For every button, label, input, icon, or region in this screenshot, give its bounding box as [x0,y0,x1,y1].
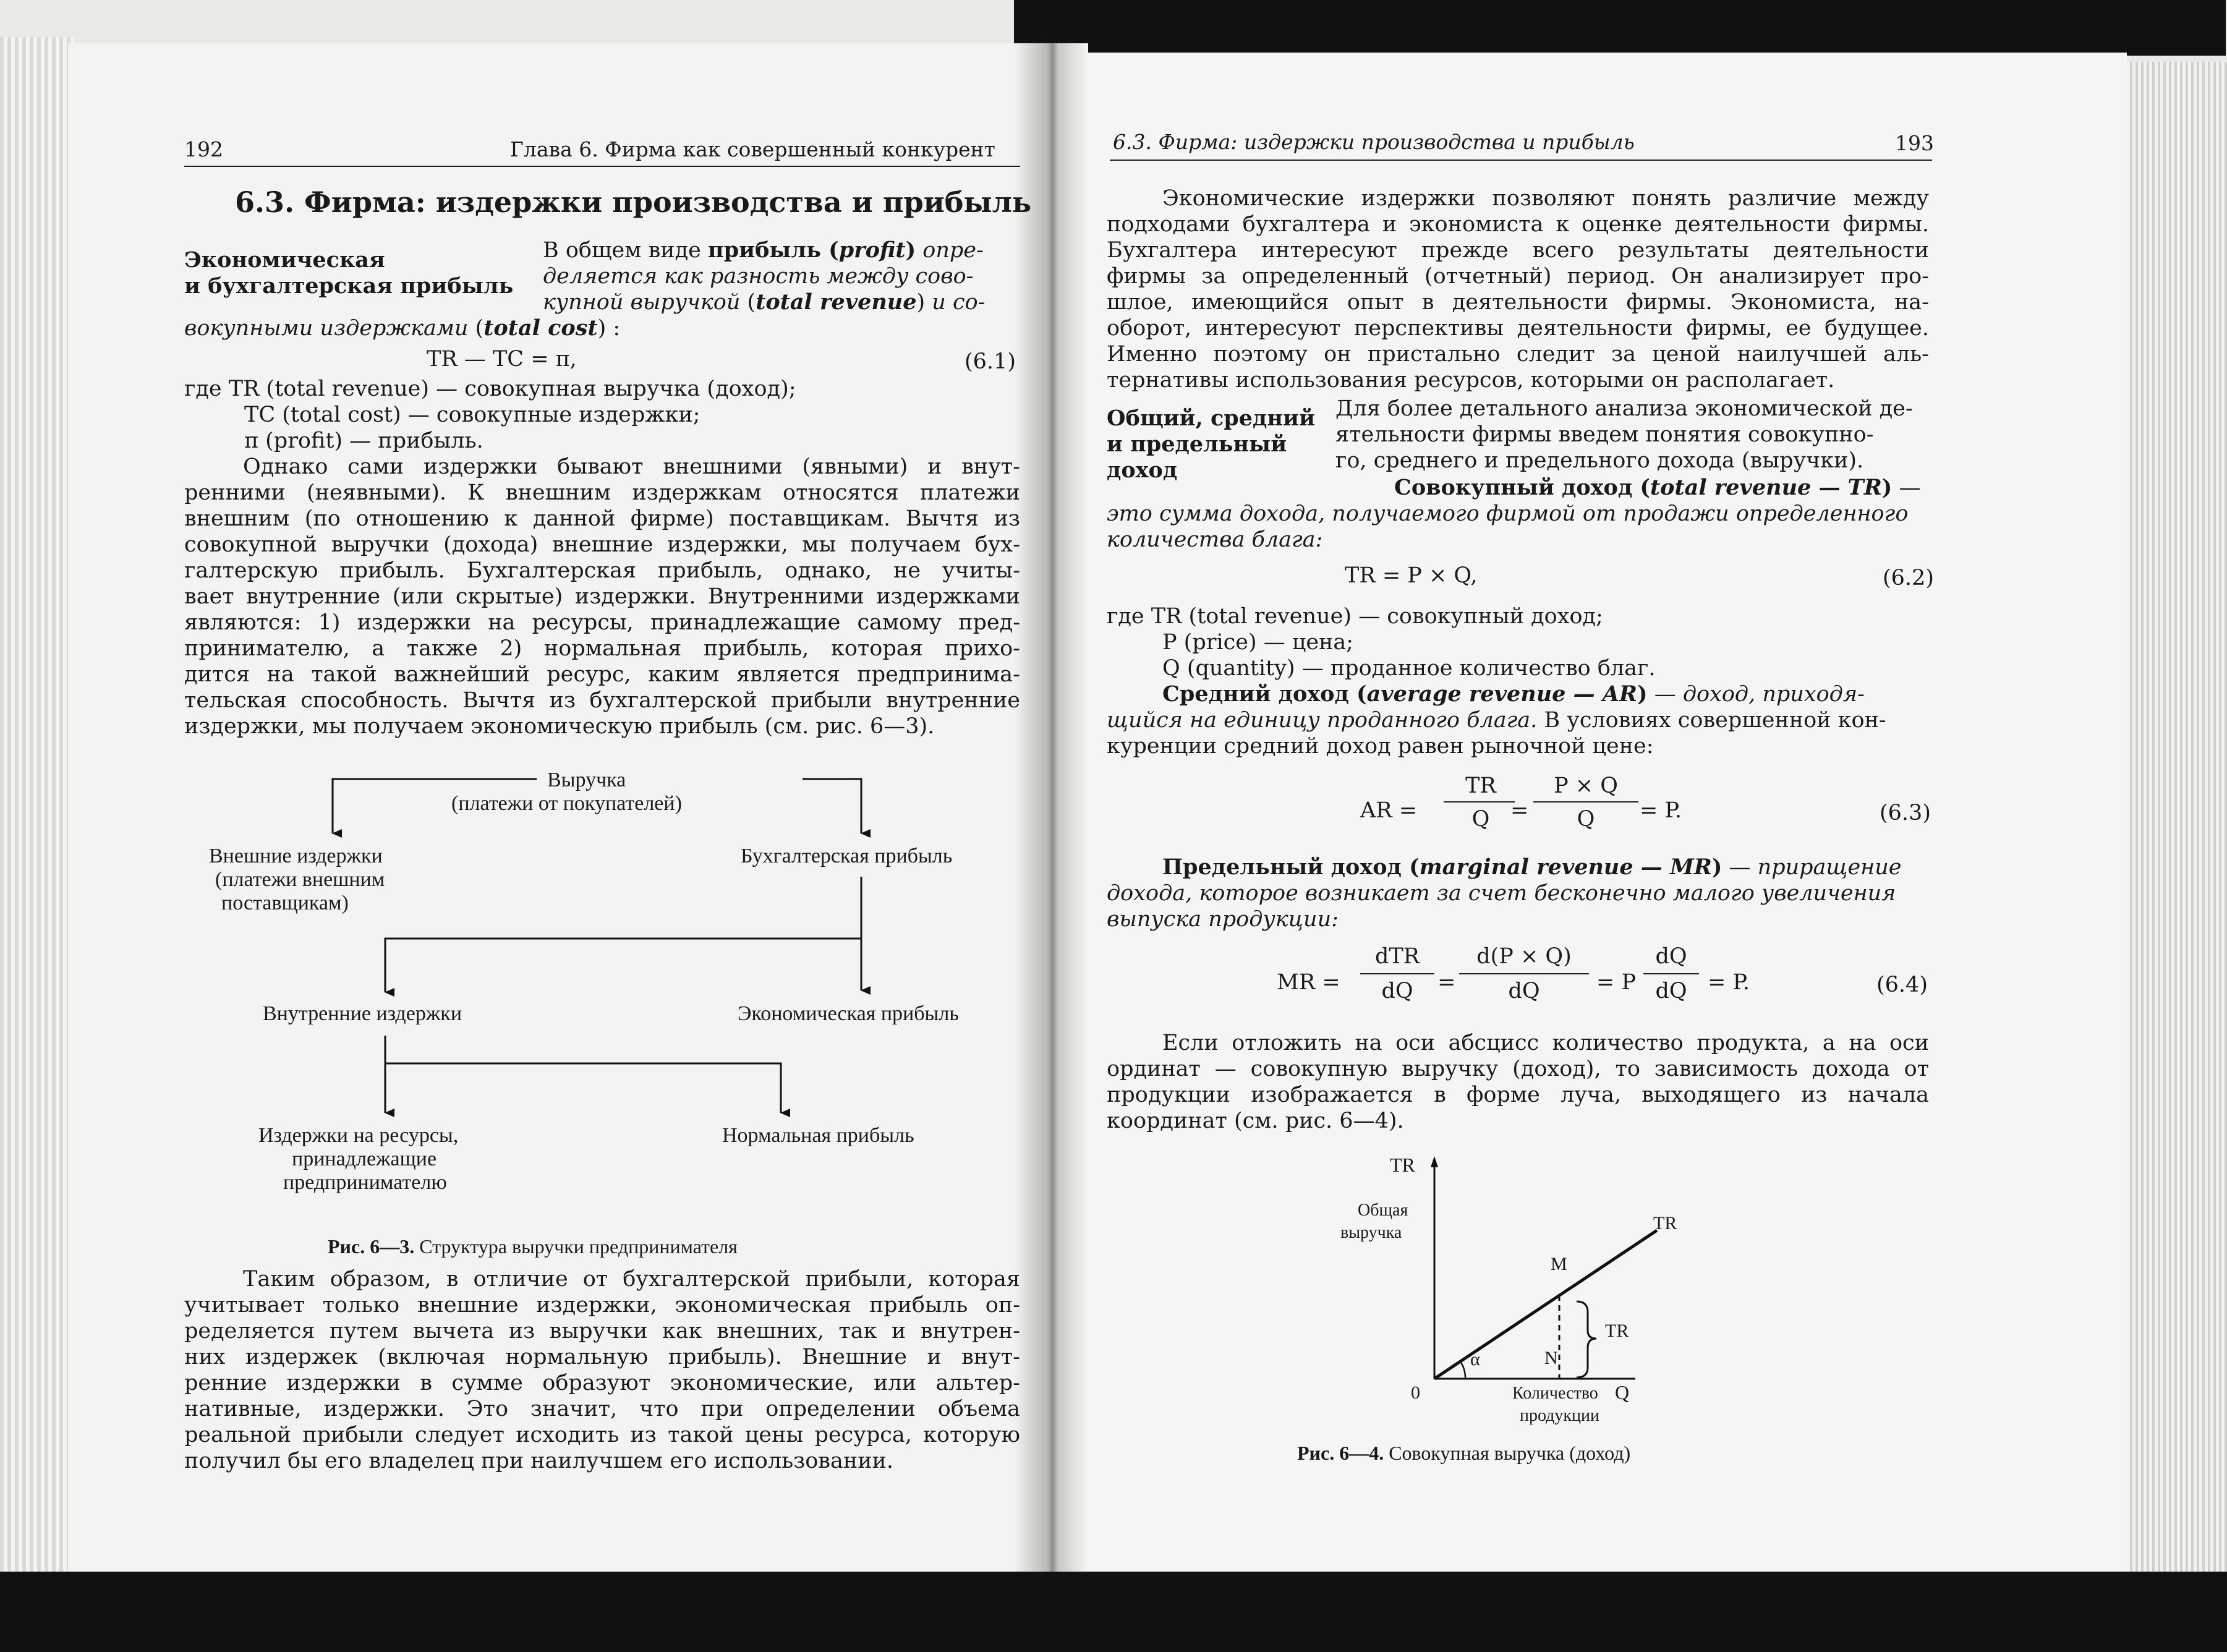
graph-x-desc-1: Количество [1512,1384,1598,1403]
top-shadow [1014,0,2226,56]
mr-rhs: = P. [1708,970,1750,995]
diagram-owner-resources-3: предпринимателю [283,1171,447,1194]
left-page-edges [0,37,74,1632]
right-side-text-3: го, среднего и предельного дохода (выручки). [1335,448,1864,473]
arrow-to-normal-profit [385,1063,781,1113]
arrow-to-internal-costs [385,877,861,992]
lp1-line: вает внутренние (или скрытые) издержки. Внутренними издержками [184,584,1020,609]
lp1-line: дится на такой важнейший ресурс, каким является предпринима- [184,662,1020,687]
ar-frac1-den: Q [1471,807,1490,832]
formula-6-2-number: (6.2) [1883,566,1934,590]
y-axis-arrowhead [1431,1156,1438,1167]
graph-y-desc-2: выручка [1340,1223,1402,1242]
tr-definition-2: это сумма дохода, получаемого фирмой от продажи определенного [1107,501,1909,526]
diagram-accounting-profit: Бухгалтерская прибыль [741,845,953,867]
right-header-rule [1110,160,1932,161]
lp1-line: ренними (неявными). К внешним издержкам относятся платежи [184,480,1020,505]
formula-6-2: TR = P × Q, [1345,563,1478,588]
mr-frac2-den: dQ [1508,979,1540,1003]
diagram-economic-profit: Экономическая прибыль [738,1002,959,1025]
intro-line-3: купной выручкой (total revenue) и со- [543,289,986,315]
figure-6-3-caption: Рис. 6—3. Структура выручки предпринимателя [328,1235,738,1258]
diagram-external-costs-1: Внешние издержки [209,845,383,867]
arrow-to-accounting-profit [803,779,861,833]
diagram-external-costs-3: поставщикам) [221,892,349,914]
lp2-line: получил бы его владелец при наилучшем его использовании. [184,1449,893,1473]
lp1-line: совокупной выручки (дохода) внешние издержки, мы получаем бух- [184,532,1020,557]
lp1-line: Однако сами издержки бывают внешними (явными) и внут- [243,454,1020,479]
ar-frac2-num: P × Q [1554,773,1618,798]
ar-frac1-bar [1444,801,1515,803]
rp1-line: шлое, имеющийся опыт в деятельности фирмы. Экономиста, на- [1107,290,1929,315]
graph-x-label: Q [1615,1381,1630,1403]
diagram-owner-resources-1: Издержки на ресурсы, [258,1124,459,1147]
lp1-line: тельская способность. Вычтя из бухгалтерской прибыли внутренние [184,688,1020,713]
formula-6-1-number: (6.1) [964,349,1016,374]
ar-frac1-num: TR [1465,773,1496,798]
lp2-line: учитывает только внешние издержки, экономическая прибыль оп- [184,1293,1020,1318]
where-line-3: π (profit) — прибыль. [244,428,483,453]
diagram-owner-resources-2: принадлежащие [292,1147,437,1170]
ar-frac2-den: Q [1577,807,1595,832]
rp1-line: Бухгалтера интересуют прежде всего результаты деятельности [1107,238,1929,263]
formula-6-1: TR — TC = π, [427,347,577,372]
graph-point-n: N [1544,1348,1558,1368]
ar-lhs: AR = [1360,798,1418,823]
mr-frac1-den: dQ [1381,979,1413,1003]
rp1-line: Экономические издержки позволяют понять различие между [1162,186,1929,211]
bottom-shadow [0,1572,2227,1652]
rp1-line: подходами бухгалтера и экономиста к оценке деятельности фирмы. [1107,212,1929,237]
diagram-internal-costs: Внутренние издержки [263,1002,462,1025]
ar-rhs: = P. [1640,798,1682,823]
graph-point-m: M [1551,1254,1567,1274]
rp2-line: продукции изображается в форме луча, выходящего из начала [1107,1083,1929,1107]
tr-definition-1: Совокупный доход (total revenue — TR) — [1394,475,1921,500]
right-side-heading-3: доход [1107,458,1178,483]
diagram-revenue-sub: (платежи от покупателей) [451,792,682,815]
angle-arc [1460,1361,1465,1379]
left-page-number: 192 [184,137,223,161]
mr-frac2-bar [1459,973,1589,974]
book-gutter [1014,43,1088,1577]
ar-definition-2: щийся на единицу проданного блага. В условиях совершенной кон- [1107,708,1886,733]
rp1-line: оборот, интересуют перспективы деятельности фирмы, ее будущее. [1107,316,1929,341]
mr-eq2: = P [1596,970,1637,995]
rp1-line: фирмы за определенный (отчетный) период. Он анализирует про- [1107,264,1929,289]
rp2-line: ординат — совокупную выручку (доход), то зависимость дохода от [1107,1057,1929,1081]
formula-6-3-number: (6.3) [1880,801,1931,825]
mr-eq1: = [1437,970,1456,995]
lp1-line: издержки, мы получаем экономическую прибыль (см. рис. 6—3). [184,714,935,739]
figure-6-4-caption: Рис. 6—4. Совокупная выручка (доход) [1297,1442,1631,1464]
lp2-line: Таким образом, в отличие от бухгалтерской прибыли, которая [243,1267,1020,1292]
mr-frac1-num: dTR [1374,944,1420,969]
right-side-text-1: Для более детального анализа экономической де- [1335,396,1913,421]
right-side-heading-2: и предельный [1107,432,1287,457]
left-header-rule [184,166,1020,167]
lp2-line: нативные, издержки. Это значит, что при определении объема [184,1397,1020,1421]
ar-frac2-bar [1533,801,1638,803]
right-page-edges [2116,62,2227,1632]
diagram-revenue: Выручка [547,769,626,791]
right-where-line-2: P (price) — цена; [1162,630,1354,655]
right-page-number: 193 [1895,131,1934,155]
right-where-line-3: Q (quantity) — проданное количество благ. [1162,656,1656,681]
diagram-normal-profit: Нормальная прибыль [722,1124,914,1147]
graph-x-desc-2: продукции [1520,1406,1599,1425]
right-running-head: 6.3. Фирма: издержки производства и прибыль [1113,130,1635,154]
rp1-line: тернативы использования ресурсов, которыми он располагает. [1107,368,1835,393]
ar-definition-3: куренции средний доход равен рыночной цене: [1107,734,1654,759]
mr-frac3-den: dQ [1655,979,1687,1003]
lp2-line: реальной прибыли следует исходить из такой цены ресурса, которую [184,1423,1020,1447]
mr-frac3-bar [1643,973,1699,974]
left-running-head: Глава 6. Фирма как совершенный конкурент [510,137,995,161]
mr-definition-2: дохода, которое возникает за счет бесконечно малого увеличения [1107,881,1896,906]
right-where-line-1: где TR (total revenue) — совокупный доход; [1107,604,1603,629]
right-side-heading-1: Общий, средний [1107,406,1315,431]
rp2-line: координат (см. рис. 6—4). [1107,1109,1404,1133]
intro-line-2: деляется как разность между сово- [543,264,974,289]
lp2-line: ренние издержки в сумме образуют экономические, или альтер- [184,1371,1020,1395]
ar-definition-1: Средний доход (average revenue — AR) — доход, приходя- [1162,681,1865,707]
intro-line-4: вокупными издержками (total cost) : [184,315,621,341]
section-title: 6.3. Фирма: издержки производства и прибыль [235,185,1032,219]
tr-definition-3: количества блага: [1107,527,1323,552]
intro-line-1: В общем виде прибыль (profit) опре- [543,237,984,263]
lp1-line: принимателю, а также 2) нормальная прибыль, которая прихо- [184,636,1020,661]
formula-6-4-number: (6.4) [1876,973,1928,997]
where-line-1: где TR (total revenue) — совокупная выручка (доход); [184,377,796,401]
graph-angle-alpha: α [1470,1349,1480,1369]
lp2-line: ределяется путем вычета из выручки как внешних, так и внутрен- [184,1319,1020,1343]
graph-brace-label: TR [1605,1321,1629,1341]
lp1-line: внешним (по отношению к данной фирме) поставщикам. Вычтя из [184,506,1020,531]
rp1-line: Именно поэтому он пристально следит за ценой наилучшей аль- [1107,342,1929,367]
ar-eq: = [1510,798,1529,823]
mr-definition-1: Предельный доход (marginal revenue — MR) — приращение [1162,854,1902,880]
tr-brace [1577,1301,1596,1377]
rp2-line: Если отложить на оси абсцисс количество продукта, а на оси [1162,1031,1929,1055]
diagram-external-costs-2: (платежи внешним [215,868,385,891]
lp1-line: являются: 1) издержки на ресурсы, принадлежащие самому пред- [184,610,1020,635]
mr-frac1-bar [1360,973,1434,974]
graph-y-label: TR [1390,1154,1415,1176]
mr-frac3-num: dQ [1655,944,1687,969]
graph-line-label: TR [1653,1213,1677,1233]
right-side-text-2: ятельности фирмы введем понятия совокупно- [1335,422,1874,447]
graph-y-desc-1: Общая [1358,1201,1408,1220]
lp2-line: них издержек (включая нормальную прибыль). Внешние и внут- [184,1345,1020,1369]
lp1-line: галтерскую прибыль. Бухгалтерская прибыль, однако, не учиты- [184,558,1020,583]
mr-lhs: MR = [1277,970,1340,995]
mr-definition-3: выпуска продукции: [1107,907,1339,932]
graph-origin: 0 [1411,1382,1420,1403]
mr-frac2-num: d(P × Q) [1476,944,1572,969]
side-heading-line-1: Экономическая [184,247,385,273]
side-heading-line-2: и бухгалтерская прибыль [184,273,514,299]
where-line-2: TC (total cost) — совокупные издержки; [244,402,700,427]
